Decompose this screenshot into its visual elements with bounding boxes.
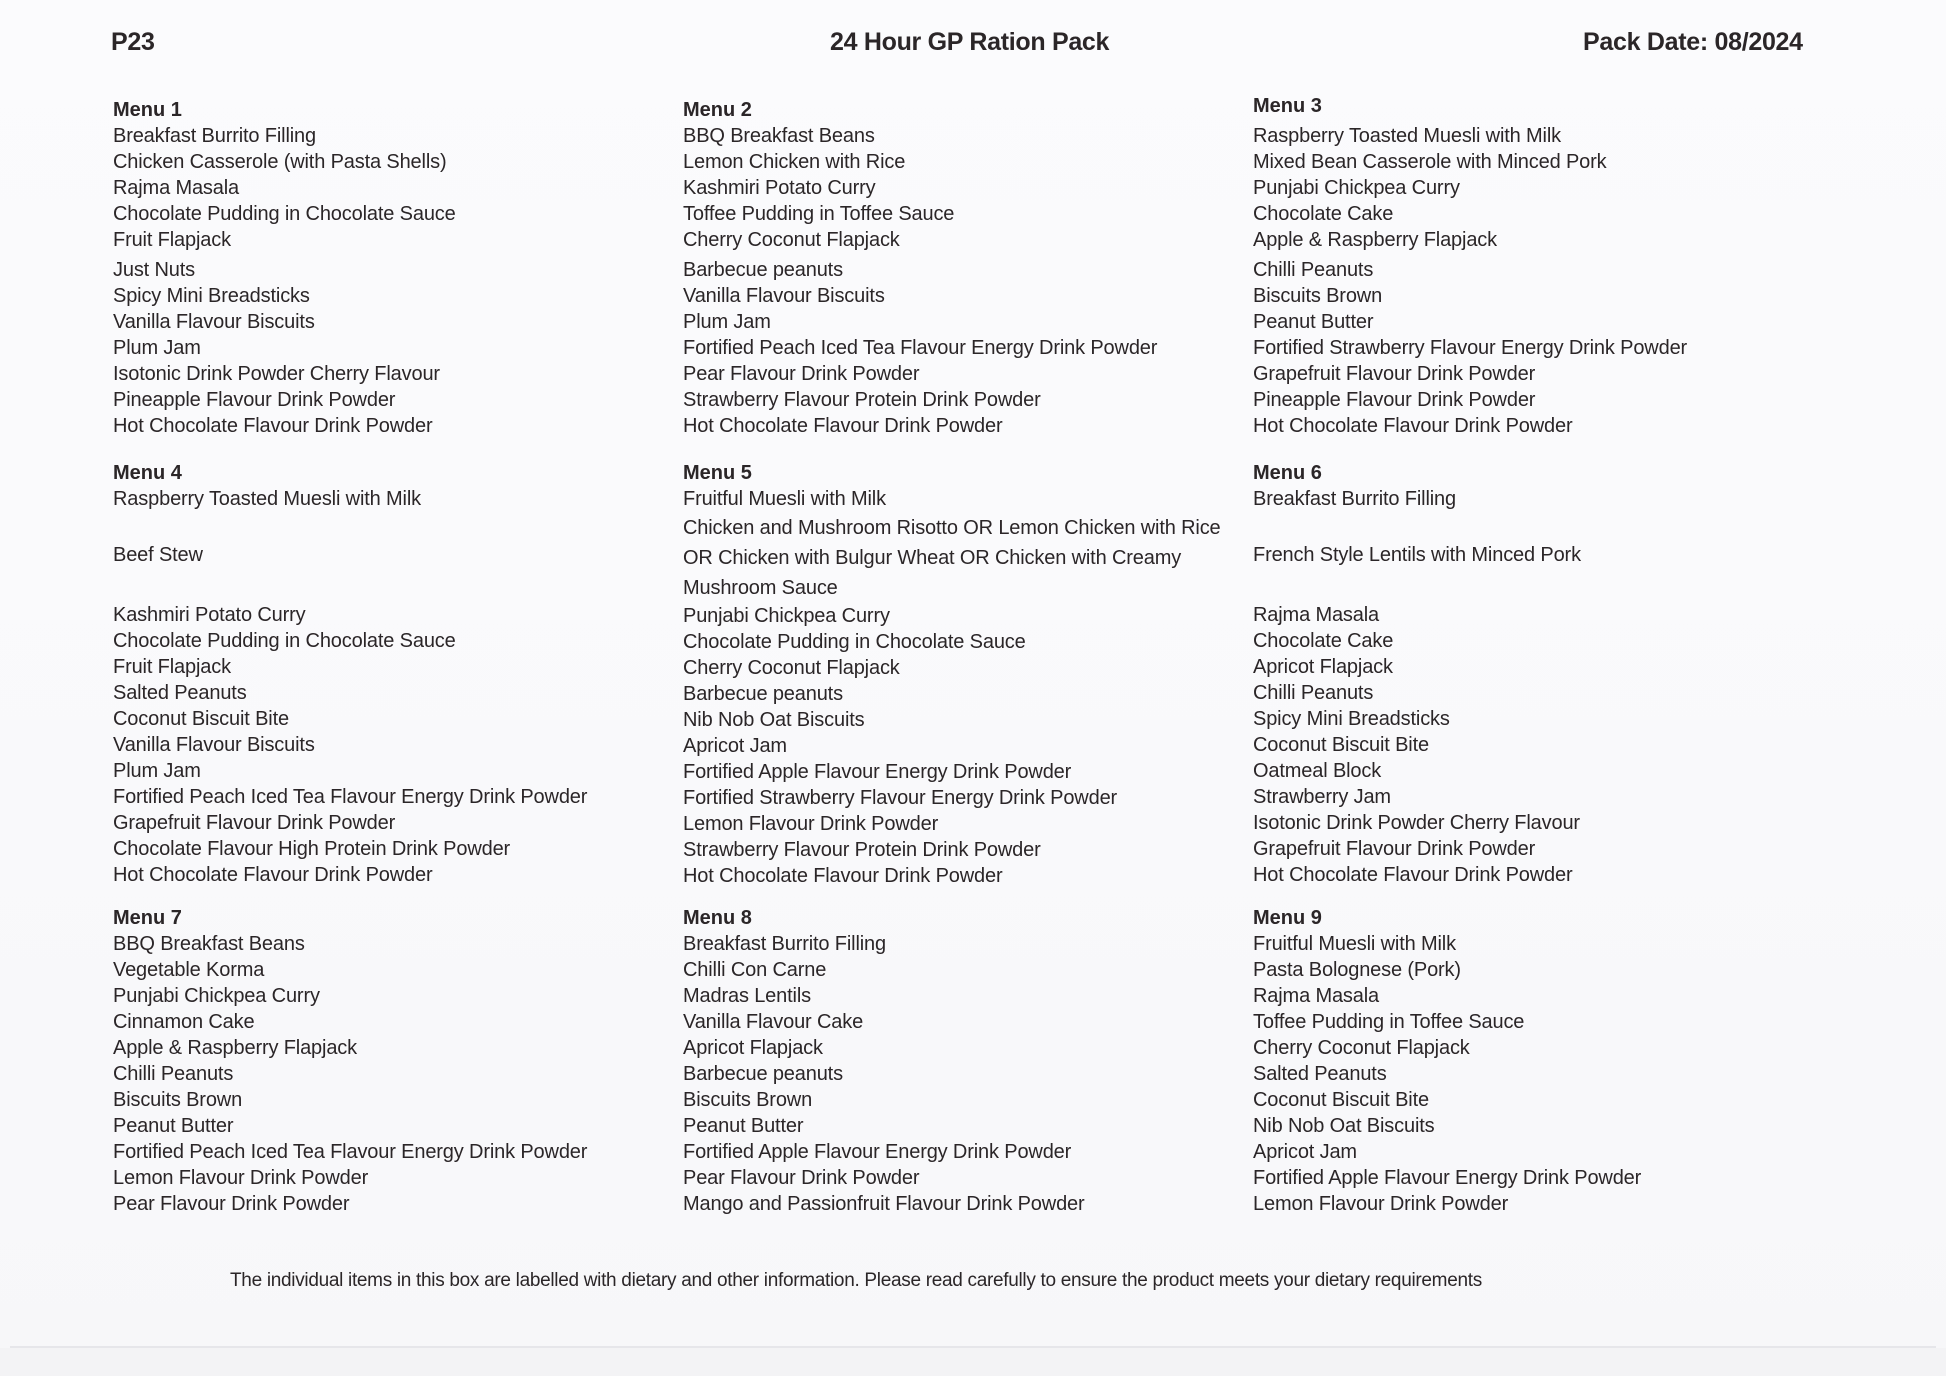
menu-item: Chilli Peanuts: [1253, 259, 1374, 281]
menu-item: Coconut Biscuit Bite: [113, 708, 289, 730]
menu-item: Hot Chocolate Flavour Drink Powder: [683, 865, 1003, 887]
menu-item: Cherry Coconut Flapjack: [683, 657, 900, 679]
menu-item: Peanut Butter: [1253, 311, 1374, 333]
menu-item: Kashmiri Potato Curry: [113, 604, 306, 626]
menu-item: Fortified Peach Iced Tea Flavour Energy Drink Powder: [683, 337, 1158, 359]
menu-item: Toffee Pudding in Toffee Sauce: [683, 203, 955, 225]
menu-item: Vanilla Flavour Biscuits: [113, 311, 315, 333]
menu-title: Menu 1: [113, 99, 182, 121]
menu-item: Vanilla Flavour Biscuits: [113, 734, 315, 756]
menu-item: Coconut Biscuit Bite: [1253, 734, 1429, 756]
menu-item: Hot Chocolate Flavour Drink Powder: [1253, 864, 1573, 886]
menu-item: Punjabi Chickpea Curry: [1253, 177, 1460, 199]
menu-item: Lemon Flavour Drink Powder: [1253, 1193, 1509, 1215]
menu-item: BBQ Breakfast Beans: [113, 933, 305, 955]
menu-title: Menu 9: [1253, 907, 1322, 929]
menu-item: Hot Chocolate Flavour Drink Powder: [683, 415, 1003, 437]
menu-item: Nib Nob Oat Biscuits: [683, 709, 865, 731]
menu-item: Toffee Pudding in Toffee Sauce: [1253, 1011, 1525, 1033]
menu-item: Pasta Bolognese (Pork): [1253, 959, 1461, 981]
page-bottom-margin: [0, 1348, 1946, 1376]
menu-item: Fortified Apple Flavour Energy Drink Powder: [683, 761, 1072, 783]
menu-item: Plum Jam: [113, 760, 201, 782]
menu-item: Strawberry Jam: [1253, 786, 1391, 808]
menu-5: [683, 460, 1243, 889]
menu-item: Cherry Coconut Flapjack: [683, 229, 900, 251]
menu-item: Cherry Coconut Flapjack: [1253, 1037, 1470, 1059]
menu-item: Apricot Jam: [1253, 1141, 1357, 1163]
menu-item: Punjabi Chickpea Curry: [683, 605, 890, 627]
page-title: 24 Hour GP Ration Pack: [830, 28, 1110, 56]
pack-date: Pack Date: 08/2024: [1583, 28, 1803, 56]
menu-item: Mixed Bean Casserole with Minced Pork: [1253, 151, 1607, 173]
menu-item: Breakfast Burrito Filling: [683, 933, 886, 955]
menu-item: Chilli Con Carne: [683, 959, 827, 981]
menu-item: Grapefruit Flavour Drink Powder: [1253, 838, 1536, 860]
menu-item: Rajma Masala: [113, 177, 240, 199]
menu-item: Vanilla Flavour Biscuits: [683, 285, 885, 307]
menu-title: Menu 4: [113, 462, 182, 484]
spacer: [113, 568, 673, 594]
menu-4: [113, 460, 673, 888]
menu-item: Fruitful Muesli with Milk: [683, 488, 886, 510]
menu-item: Coconut Biscuit Bite: [1253, 1089, 1429, 1111]
menu-item: Fruitful Muesli with Milk: [1253, 933, 1456, 955]
menu-item: Fruit Flapjack: [113, 656, 231, 678]
menu-item: BBQ Breakfast Beans: [683, 125, 875, 147]
menu-item: Isotonic Drink Powder Cherry Flavour: [113, 363, 440, 385]
menu-item: Hot Chocolate Flavour Drink Powder: [113, 864, 433, 886]
menu-item: Fortified Peach Iced Tea Flavour Energy Drink Powder: [113, 786, 588, 808]
menu-item: Beef Stew: [113, 544, 203, 566]
menu-item: Kashmiri Potato Curry: [683, 177, 876, 199]
menu-item: Chocolate Pudding in Chocolate Sauce: [683, 631, 1026, 653]
menu-7: [113, 905, 673, 1217]
menu-item: Fruit Flapjack: [113, 229, 231, 251]
menu-item: Pear Flavour Drink Powder: [113, 1193, 350, 1215]
menu-item: Madras Lentils: [683, 985, 811, 1007]
menu-item: Pineapple Flavour Drink Powder: [113, 389, 396, 411]
menu-item: Mango and Passionfruit Flavour Drink Powder: [683, 1193, 1085, 1215]
menu-item: Barbecue peanuts: [683, 259, 843, 281]
menu-title: Menu 2: [683, 99, 752, 121]
menu-item: Plum Jam: [113, 337, 201, 359]
menu-item: Breakfast Burrito Filling: [113, 125, 316, 147]
menu-item: Raspberry Toasted Muesli with Milk: [1253, 125, 1561, 147]
menu-item: Salted Peanuts: [1253, 1063, 1387, 1085]
menu-title: Menu 8: [683, 907, 752, 929]
menu-8: [683, 905, 1243, 1217]
menu-item: Isotonic Drink Powder Cherry Flavour: [1253, 812, 1580, 834]
menu-item: Barbecue peanuts: [683, 683, 843, 705]
menu-item: Hot Chocolate Flavour Drink Powder: [113, 415, 433, 437]
menu-item: Spicy Mini Breadsticks: [1253, 708, 1450, 730]
menu-item: Grapefruit Flavour Drink Powder: [1253, 363, 1536, 385]
menu-item: Nib Nob Oat Biscuits: [1253, 1115, 1435, 1137]
menu-item: Punjabi Chickpea Curry: [113, 985, 320, 1007]
menu-item: Rajma Masala: [1253, 985, 1380, 1007]
menu-item: Grapefruit Flavour Drink Powder: [113, 812, 396, 834]
menu-item: Peanut Butter: [683, 1115, 804, 1137]
menu-item: Raspberry Toasted Muesli with Milk: [113, 488, 421, 510]
menu-item: Strawberry Flavour Protein Drink Powder: [683, 839, 1041, 861]
menu-item: Chilli Peanuts: [1253, 682, 1374, 704]
menu-item: Vanilla Flavour Cake: [683, 1011, 864, 1033]
menu-item: Fortified Strawberry Flavour Energy Drink Powder: [1253, 337, 1688, 359]
menu-item: Fortified Apple Flavour Energy Drink Powder: [1253, 1167, 1642, 1189]
menu-item: Fortified Peach Iced Tea Flavour Energy Drink Powder: [113, 1141, 588, 1163]
menu-item: Pear Flavour Drink Powder: [683, 1167, 920, 1189]
spacer: [1253, 568, 1813, 594]
menu-item: Biscuits Brown: [113, 1089, 243, 1111]
menu-item: Lemon Flavour Drink Powder: [683, 813, 939, 835]
menu-item: Spicy Mini Breadsticks: [113, 285, 310, 307]
menu-item: Chicken Casserole (with Pasta Shells): [113, 151, 447, 173]
menu-item: Vegetable Korma: [113, 959, 265, 981]
menu-item: Chocolate Flavour High Protein Drink Powder: [113, 838, 511, 860]
menu-item: Rajma Masala: [1253, 604, 1380, 626]
menu-item: Strawberry Flavour Protein Drink Powder: [683, 389, 1041, 411]
menu-9: [1253, 905, 1813, 1217]
menu-item: Lemon Chicken with Rice: [683, 151, 906, 173]
menu-item: Cinnamon Cake: [113, 1011, 255, 1033]
menu-title: Menu 3: [1253, 95, 1322, 117]
menu-item: Fortified Strawberry Flavour Energy Drink Powder: [683, 787, 1118, 809]
menu-item: French Style Lentils with Minced Pork: [1253, 544, 1581, 566]
dietary-notice: The individual items in this box are labelled with dietary and other information. Please read carefully to ensure the product meets your dietary requirements: [230, 1270, 1482, 1291]
menu-item: Lemon Flavour Drink Powder: [113, 1167, 369, 1189]
menu-item: Barbecue peanuts: [683, 1063, 843, 1085]
menu-item: Just Nuts: [113, 259, 196, 281]
menu-item: Chocolate Pudding in Chocolate Sauce: [113, 630, 456, 652]
menu-item: Peanut Butter: [113, 1115, 234, 1137]
menu-item: Oatmeal Block: [1253, 760, 1382, 782]
menu-item: Apple & Raspberry Flapjack: [113, 1037, 357, 1059]
menu-title: Menu 6: [1253, 462, 1322, 484]
menu-title: Menu 5: [683, 462, 752, 484]
menu-item: Biscuits Brown: [683, 1089, 813, 1111]
menu-item: Apricot Jam: [683, 735, 787, 757]
menu-item: Chocolate Cake: [1253, 630, 1394, 652]
menu-item: Chilli Peanuts: [113, 1063, 234, 1085]
menu-item: Apricot Flapjack: [683, 1037, 823, 1059]
menu-item: Fortified Apple Flavour Energy Drink Powder: [683, 1141, 1072, 1163]
menu-item: Apricot Flapjack: [1253, 656, 1393, 678]
menu-6: [1253, 460, 1813, 888]
menu-item: Chocolate Pudding in Chocolate Sauce: [113, 203, 456, 225]
menu-item: Biscuits Brown: [1253, 285, 1383, 307]
spacer: [1253, 512, 1813, 538]
menu-item: Salted Peanuts: [113, 682, 247, 704]
menu-3: [1253, 93, 1813, 439]
menu-item: Chocolate Cake: [1253, 203, 1394, 225]
menu-1: [113, 97, 673, 439]
menu-item: Hot Chocolate Flavour Drink Powder: [1253, 415, 1573, 437]
spacer: [113, 512, 673, 538]
menu-title: Menu 7: [113, 907, 182, 929]
menu-item-main-options: Chicken and Mushroom Risotto OR Lemon Chicken with Rice OR Chicken with Bulgur Wheat OR Chicken with Creamy Mushroom Sauce: [683, 517, 1221, 599]
menu-item: Pear Flavour Drink Powder: [683, 363, 920, 385]
menu-item: Pineapple Flavour Drink Powder: [1253, 389, 1536, 411]
pack-code: P23: [111, 28, 155, 56]
menu-2: [683, 97, 1243, 439]
menu-item: Plum Jam: [683, 311, 771, 333]
menu-item: Apple & Raspberry Flapjack: [1253, 229, 1497, 251]
menu-item: Breakfast Burrito Filling: [1253, 488, 1456, 510]
